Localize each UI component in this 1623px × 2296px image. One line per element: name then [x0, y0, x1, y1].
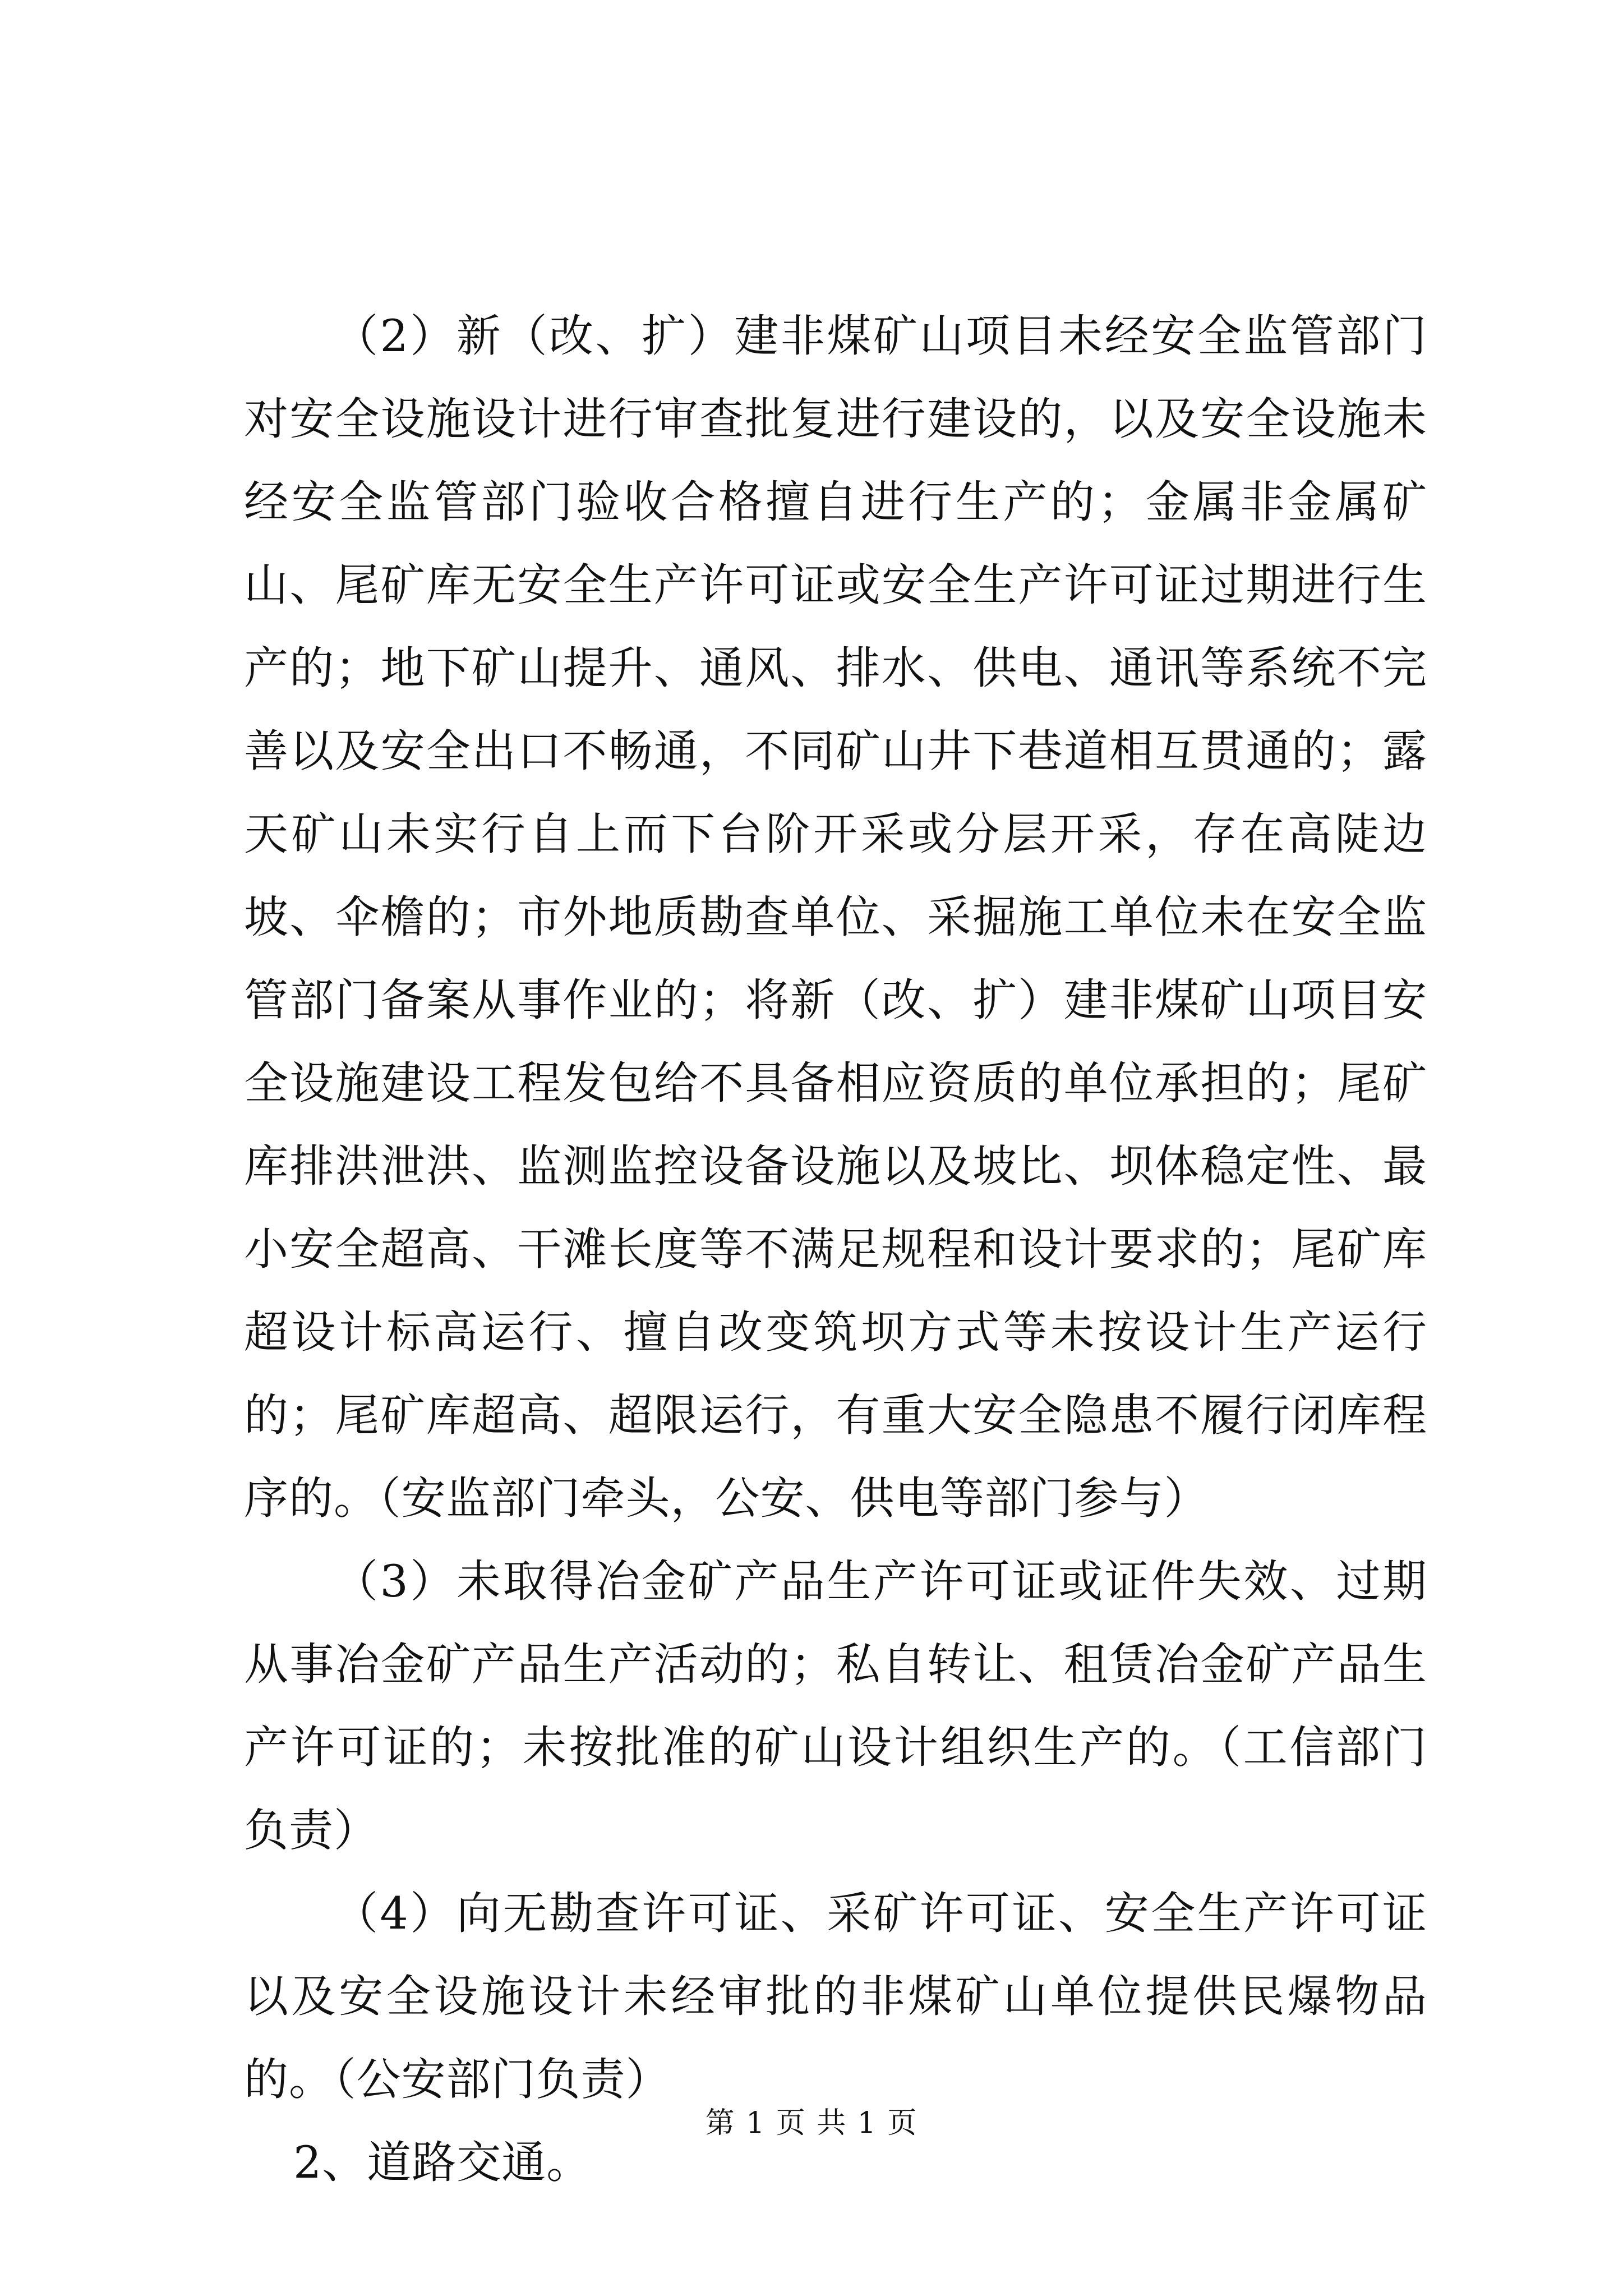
document-body: [244, 295, 1427, 2204]
paragraph-item-2: （2）新（改、扩）建非煤矿山项目未经安全监管部门对安全设施设计进行审查批复进行建设的，以及安全设施未经安全监管部门验收合格擅自进行生产的；金属非金属矿山、尾矿库无安全生产许可证或安全生产许可证过期进行生产的；地下矿山提升、通风、排水、供电、通讯等系统不完善以及安全出口不畅通，不同矿山井下巷道相互贯通的；露天矿山未实行自上而下台阶开采或分层开采，存在高陡边坡、伞檐的；市外地质勘查单位、采掘施工单位未在安全监管部门备案从事作业的；将新（改、扩）建非煤矿山项目安全设施建设工程发包给不具备相应资质的单位承担的；尾矿库排洪泄洪、监测监控设备设施以及坡比、坝体稳定性、最小安全超高、干滩长度等不满足规程和设计要求的；尾矿库超设计标高运行、擅自改变筑坝方式等未按设计生产运行的；尾矿库超高、超限运行，有重大安全隐患不履行闭库程序的。（安监部门牵头，公安、供电等部门参与）: [244, 310, 1427, 1524]
paragraph-item-4: （4）向无勘查许可证、采矿许可证、安全生产许可证以及安全设施设计未经审批的非煤矿山单位提供民爆物品的。（公安部门负责）: [244, 1888, 1427, 2105]
page-footer: 第 1 页 共 1 页: [705, 2106, 918, 2140]
section-heading-road-traffic: 2、道路交通。: [293, 2137, 592, 2188]
paragraph-item-3: （3）未取得冶金矿产品生产许可证或证件失效、过期从事冶金矿产品生产活动的；私自转让、租赁冶金矿产品生产许可证的；未按批准的矿山设计组织生产的。（工信部门负责）: [244, 1556, 1427, 1856]
